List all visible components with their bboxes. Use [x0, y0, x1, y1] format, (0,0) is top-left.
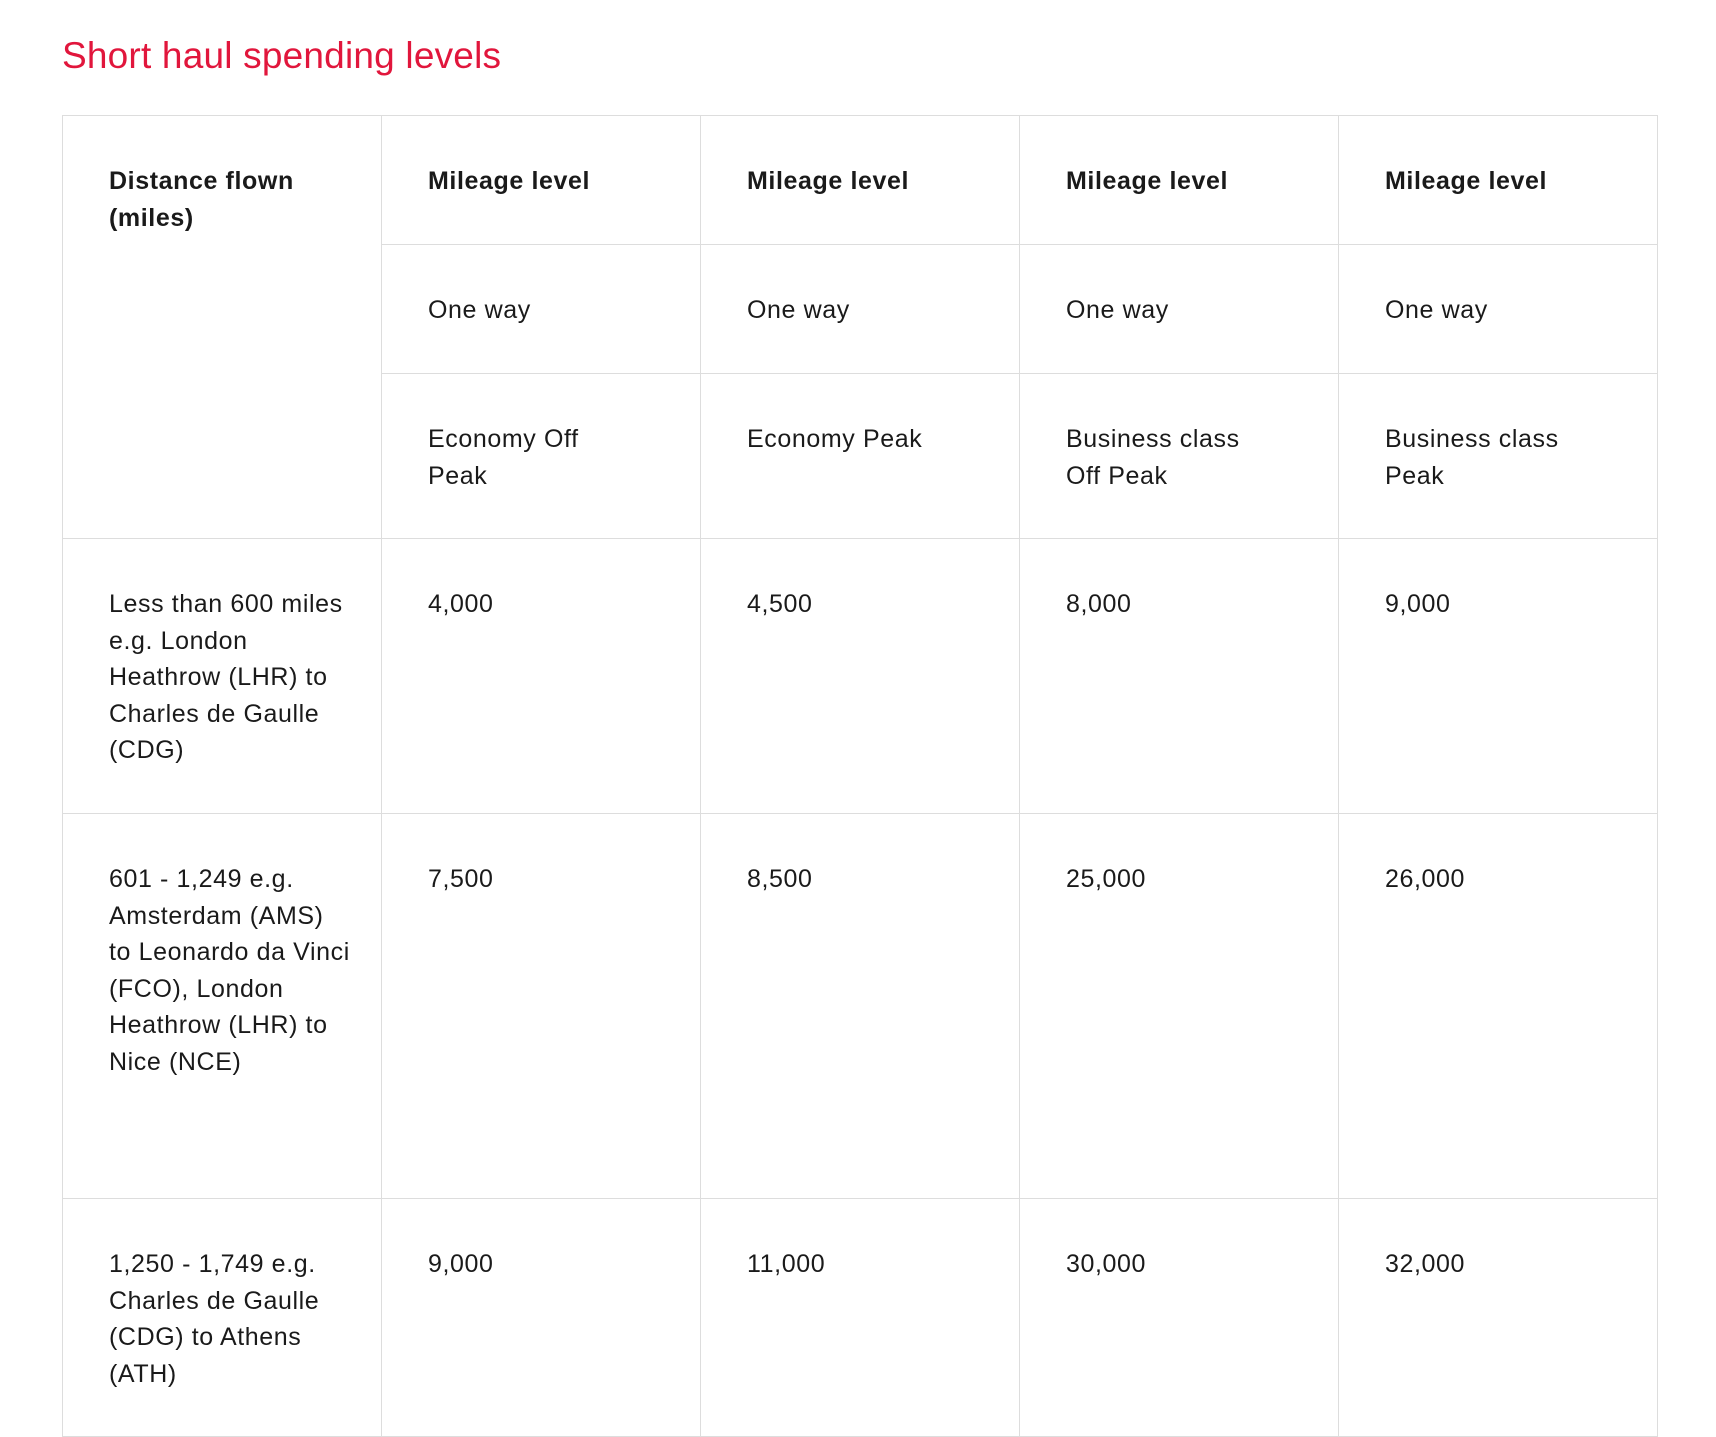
mileage-value: 7,500: [428, 865, 494, 893]
distance-cell: [63, 1199, 382, 1437]
column-subheader-cell: [1339, 245, 1658, 374]
column-level-label: Mileage level: [747, 167, 910, 195]
page-title: Short haul spending levels: [62, 35, 502, 76]
distance-cell: [63, 539, 382, 814]
column-subheader-cell: [701, 245, 1020, 374]
value-cell: [701, 814, 1020, 1199]
mileage-value: 8,000: [1066, 590, 1132, 618]
column-header-cell: [701, 116, 1020, 245]
value-cell: [1020, 1199, 1339, 1437]
column-fare-label: Economy Off Peak: [428, 425, 579, 490]
column-header-cell: [1339, 116, 1658, 245]
table-row: [63, 814, 1658, 1199]
column-level-label: Mileage level: [428, 167, 591, 195]
column-level-label: Mileage level: [1066, 167, 1229, 195]
column-trip-label: One way: [1066, 296, 1169, 324]
mileage-value: 8,500: [747, 865, 813, 893]
spending-levels-table: [62, 115, 1658, 1437]
value-cell: [382, 1199, 701, 1437]
value-cell: [701, 539, 1020, 814]
column-fare-label: Business class Off Peak: [1066, 425, 1240, 490]
value-cell: [1020, 814, 1339, 1199]
column-subheader-cell: [701, 374, 1020, 539]
distance-text: 1,250 - 1,749 e.g. Charles de Gaulle (CDG) to Athens (ATH): [109, 1250, 320, 1388]
distance-text: Less than 600 miles e.g. London Heathrow (LHR) to Charles de Gaulle (CDG): [109, 590, 343, 764]
value-cell: [1020, 539, 1339, 814]
value-cell: [382, 539, 701, 814]
corner-header-text: Distance flown (miles): [109, 167, 294, 232]
value-cell: [1339, 539, 1658, 814]
column-fare-label: Economy Peak: [747, 425, 923, 453]
mileage-value: 25,000: [1066, 865, 1147, 893]
column-subheader-cell: [382, 374, 701, 539]
column-subheader-cell: [382, 245, 701, 374]
mileage-value: 9,000: [428, 1250, 494, 1278]
mileage-value: 9,000: [1385, 590, 1451, 618]
column-subheader-cell: [1020, 374, 1339, 539]
header-row-level: [63, 116, 1658, 245]
column-subheader-cell: [1020, 245, 1339, 374]
corner-header-cell: [63, 116, 382, 539]
value-cell: [382, 814, 701, 1199]
column-trip-label: One way: [428, 296, 531, 324]
column-subheader-cell: [1339, 374, 1658, 539]
column-trip-label: One way: [747, 296, 850, 324]
mileage-value: 11,000: [747, 1250, 826, 1278]
mileage-value: 26,000: [1385, 865, 1466, 893]
table-row: [63, 539, 1658, 814]
table-row: [63, 1199, 1658, 1437]
value-cell: [701, 1199, 1020, 1437]
distance-cell: [63, 814, 382, 1199]
column-header-cell: [382, 116, 701, 245]
mileage-value: 30,000: [1066, 1250, 1147, 1278]
mileage-value: 32,000: [1385, 1250, 1466, 1278]
column-fare-label: Business class Peak: [1385, 425, 1559, 490]
column-trip-label: One way: [1385, 296, 1488, 324]
column-level-label: Mileage level: [1385, 167, 1548, 195]
value-cell: [1339, 1199, 1658, 1437]
distance-text: 601 - 1,249 e.g. Amsterdam (AMS) to Leonardo da Vinci (FCO), London Heathrow (LHR) to Nice (NCE): [109, 865, 350, 1076]
value-cell: [1339, 814, 1658, 1199]
mileage-value: 4,000: [428, 590, 494, 618]
column-header-cell: [1020, 116, 1339, 245]
mileage-value: 4,500: [747, 590, 813, 618]
